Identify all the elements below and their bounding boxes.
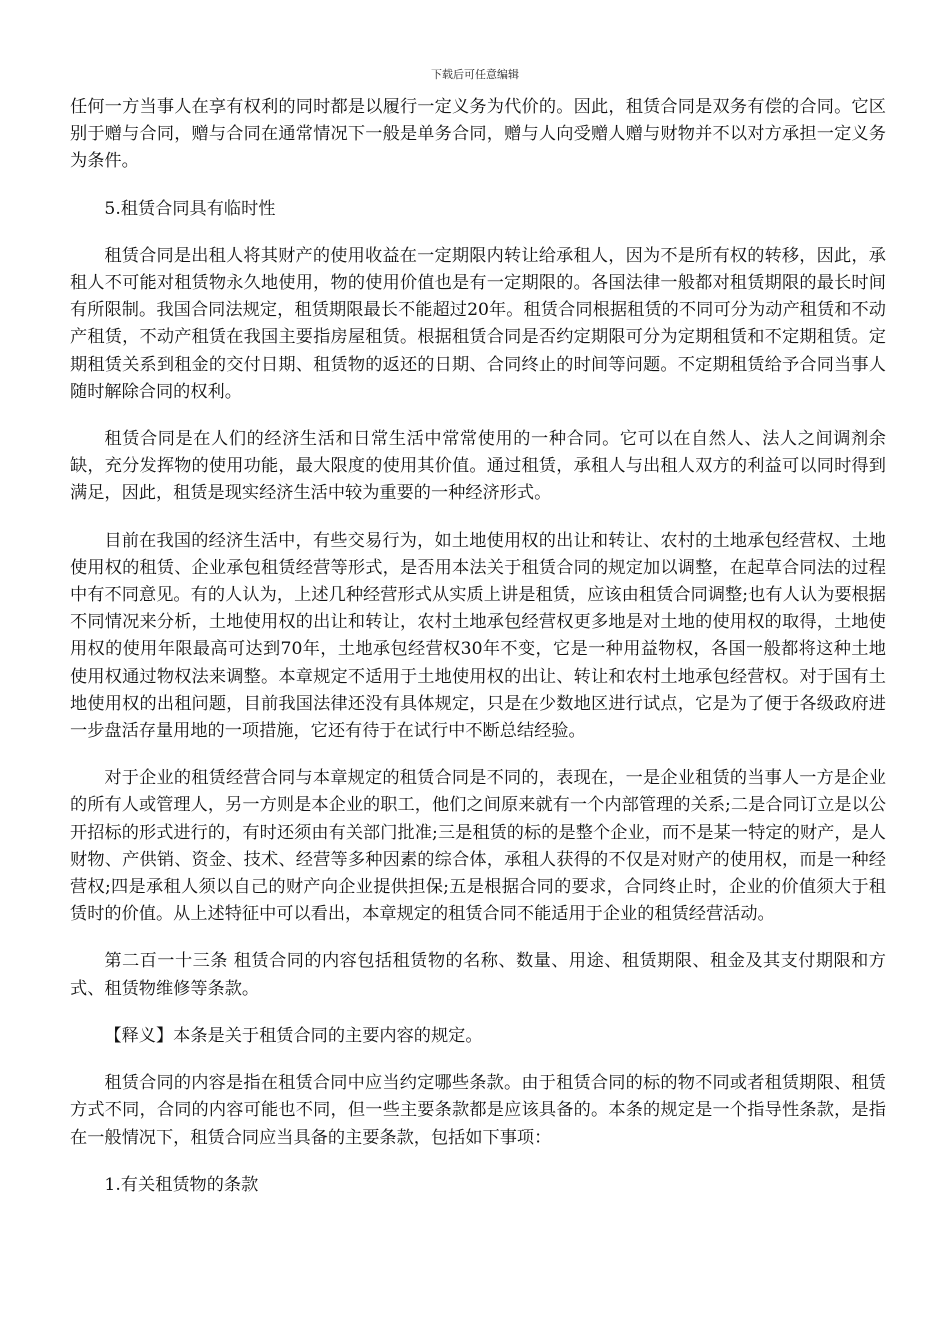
paragraph: 租赁合同是在人们的经济生活和日常生活中常常使用的一种合同。它可以在自然人、法人之间调剂余缺，充分发挥物的使用功能，最大限度的使用其价值。通过租赁，承租人与出租人双方的利益可以同时得到满足，因此，租赁是现实经济生活中较为重要的一种经济形式。: [70, 429, 886, 504]
article-paragraph: 第二百一十三条 租赁合同的内容包括租赁物的名称、数量、用途、租赁期限、租金及其支付期限和方式、租赁物维修等条款。: [70, 951, 886, 999]
section-heading: 5.租赁合同具有临时性: [104, 198, 276, 219]
document-body: [70, 94, 886, 1219]
paragraph: 对于企业的租赁经营合同与本章规定的租赁合同是不同的，表现在，一是企业租赁的当事人一方是企业的所有人或管理人，另一方则是本企业的职工，他们之间原来就有一个内部管理的关系;二是合同订立是以公开招标的形式进行的，有时还须由有关部门批准;三是租赁的标的是整个企业，而不是某一特定的财产，是人财物、产供销、资金、技术、经营等多种因素的综合体，承租人获得的不仅是对财产的使用权，而是一种经营权;四是承租人须以自己的财产向企业提供担保;五是根据合同的要求，合同终止时，企业的价值须大于租赁时的价值。从上述特征中可以看出，本章规定的租赁合同不能适用于企业的租赁经营活动。: [70, 768, 886, 925]
paragraph: 目前在我国的经济生活中，有些交易行为，如土地使用权的出让和转让、农村的土地承包经营权、土地使用权的租赁、企业承包租赁经营等形式，是否用本法关于租赁合同的规定加以调整，在起草合同法的过程中有不同意见。有的人认为，上述几种经营形式从实质上讲是租赁，应该由租赁合同调整;也有人认为要根据不同情况来分析，土地使用权的出让和转让，农村土地承包经营权更多地是对土地的使用权的取得，土地使用权的使用年限最高可达到70年，土地承包经营权30年不变，它是一种用益物权，各国一般都将这种土地使用权通过物权法来调整。本章规定不适用于土地使用权的出让、转让和农村土地承包经营权。对于国有土地使用权的出租问题，目前我国法律还没有具体规定，只是在少数地区进行试点，它是为了便于各级政府进一步盘活存量用地的一项措施，它还有待于在试行中不断总结经验。: [70, 530, 886, 742]
paragraph: 任何一方当事人在享有权利的同时都是以履行一定义务为代价的。因此，租赁合同是双务有偿的合同。它区别于赠与合同，赠与合同在通常情况下一般是单务合同，赠与人向受赠人赠与财物并不以对方承担一定义务为条件。: [70, 97, 886, 172]
interpretation-paragraph: 【释义】本条是关于租赁合同的主要内容的规定。: [104, 1025, 483, 1046]
paragraph: 租赁合同的内容是指在租赁合同中应当约定哪些条款。由于租赁合同的标的物不同或者租赁期限、租赁方式不同，合同的内容可能也不同，但一些主要条款都是应该具备的。本条的规定是一个指导性条款，是指在一般情况下，租赁合同应当具备的主要条款，包括如下事项：: [70, 1073, 886, 1148]
paragraph: 租赁合同是出租人将其财产的使用收益在一定期限内转让给承租人，因为不是所有权的转移，因此，承租人不可能对租赁物永久地使用，物的使用价值也是有一定期限的。各国法律一般都对租赁期限的最长时间有所限制。我国合同法规定，租赁期限最长不能超过20年。租赁合同根据租赁的不同可分为动产租赁和不动产租赁，不动产租赁在我国主要指房屋租赁。根据租赁合同是否约定期限可分为定期租赁和不定期租赁。定期租赁关系到租金的交付日期、租赁物的返还的日期、合同终止的时间等问题。不定期租赁给予合同当事人随时解除合同的权利。: [70, 245, 886, 402]
page-header: 下载后可任意编辑: [431, 68, 519, 81]
section-heading: 1.有关租赁物的条款: [104, 1174, 259, 1195]
